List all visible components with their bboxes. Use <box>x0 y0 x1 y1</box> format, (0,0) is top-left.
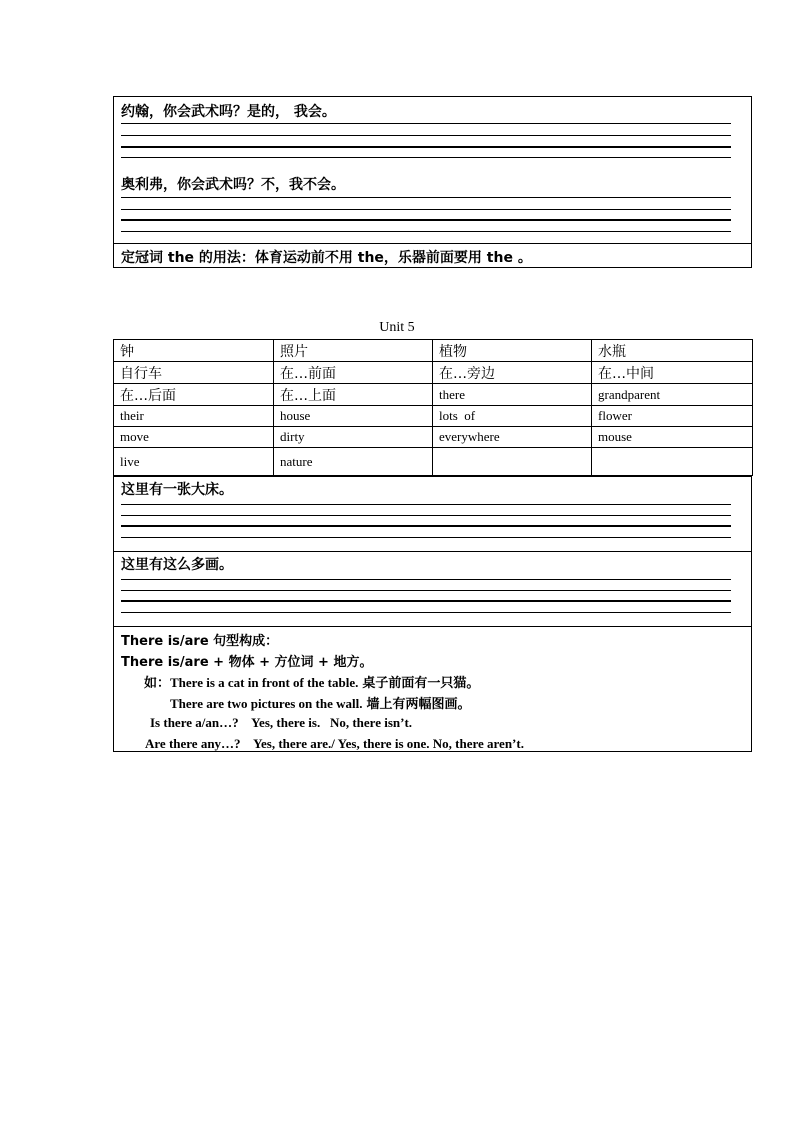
note-row <box>114 243 751 267</box>
writing-line <box>121 231 731 232</box>
table-cell: 在…上面 <box>274 384 433 406</box>
table-cell: their <box>114 406 274 427</box>
table-cell: 在…后面 <box>114 384 274 406</box>
example-en: There is a cat in front of the table. <box>170 675 359 690</box>
grammar-box <box>113 626 752 752</box>
grammar-heading: There is/are 句型构成： <box>121 634 279 649</box>
sentence-text: 这里有这么多画。 <box>121 557 233 573</box>
question-text: 约翰，你会武术吗？是的， 我会。 <box>121 104 336 120</box>
writing-line <box>121 579 731 580</box>
writing-line <box>121 612 731 613</box>
table-cell: grandparent <box>592 384 753 406</box>
writing-line <box>121 600 731 602</box>
table-cell: 自行车 <box>114 362 274 384</box>
table-row <box>114 384 753 406</box>
table-cell: 水瓶 <box>592 340 753 362</box>
writing-line <box>121 135 731 136</box>
table-cell: 在…旁边 <box>433 362 592 384</box>
table-cell: there <box>433 384 592 406</box>
writing-line <box>121 525 731 527</box>
article-usage-note: 定冠词 the 的用法：体育运动前不用 the，乐器前面要用 the 。 <box>121 250 532 266</box>
table-cell: 在…前面 <box>274 362 433 384</box>
writing-line <box>121 197 731 198</box>
table-cell: dirty <box>274 427 433 448</box>
writing-line <box>121 157 731 158</box>
writing-line <box>121 123 731 124</box>
table-cell: live <box>114 448 274 476</box>
translation-box <box>113 96 752 268</box>
table-cell: lots of <box>433 406 592 427</box>
table-cell <box>592 448 753 476</box>
writing-line <box>121 219 731 221</box>
question-pattern-1: Is there a/an…? Yes, there is. No, there isn’t. <box>150 715 413 730</box>
example-zh: 桌子前面有一只猫。 <box>362 676 480 691</box>
table-row <box>114 448 753 476</box>
table-cell: move <box>114 427 274 448</box>
example-1 <box>144 672 479 692</box>
vocabulary-table <box>113 339 753 476</box>
sentence-box <box>113 476 752 552</box>
writing-line <box>121 504 731 505</box>
table-cell: 植物 <box>433 340 592 362</box>
sentence-box <box>113 551 752 627</box>
example-2 <box>170 693 470 713</box>
table-row <box>114 362 753 384</box>
writing-line <box>121 590 731 591</box>
table-row <box>114 406 753 427</box>
table-cell: mouse <box>592 427 753 448</box>
example-zh: 墙上有两幅图画。 <box>366 697 471 712</box>
table-row <box>114 340 753 362</box>
example-prefix: 如： <box>144 676 171 691</box>
table-cell: nature <box>274 448 433 476</box>
question-pattern-2: Are there any…? Yes, there are./ Yes, there is one. No, there aren’t. <box>145 736 524 751</box>
table-cell: 钟 <box>114 340 274 362</box>
writing-line <box>121 515 731 516</box>
table-cell: flower <box>592 406 753 427</box>
table-cell: everywhere <box>433 427 592 448</box>
table-cell: 在…中间 <box>592 362 753 384</box>
grammar-pattern: There is/are + 物体 + 方位词 + 地方。 <box>121 655 373 670</box>
table-cell: 照片 <box>274 340 433 362</box>
sentence-text: 这里有一张大床。 <box>121 482 233 498</box>
writing-line <box>121 537 731 538</box>
question-text: 奥利弗，你会武术吗？不，我不会。 <box>121 177 345 193</box>
table-row <box>114 427 753 448</box>
unit-title: Unit 5 <box>379 320 415 335</box>
writing-line <box>121 146 731 148</box>
example-en: There are two pictures on the wall. <box>170 696 363 711</box>
writing-line <box>121 209 731 210</box>
table-cell <box>433 448 592 476</box>
table-cell: house <box>274 406 433 427</box>
